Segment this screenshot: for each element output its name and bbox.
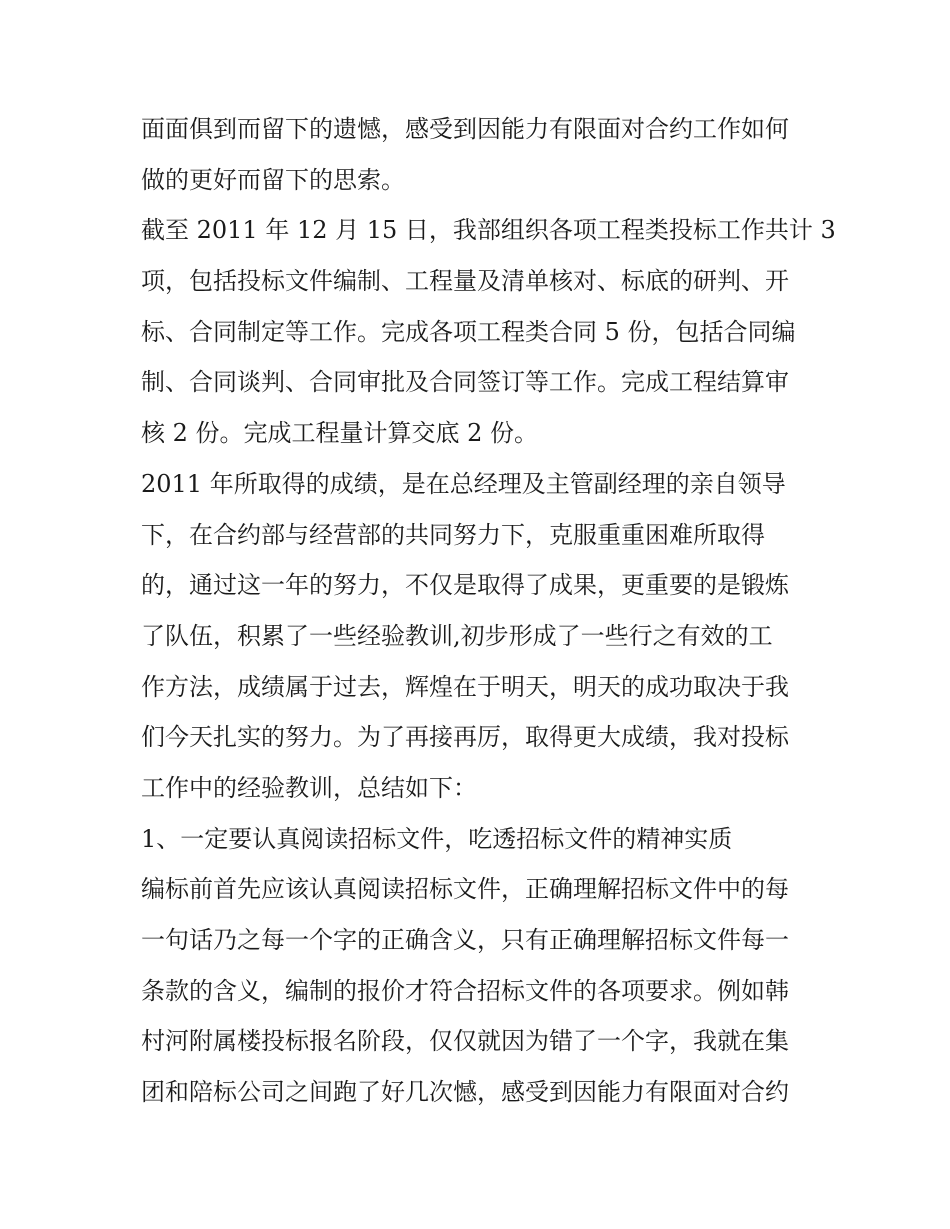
text-line-12: 作方法，成绩属于过去，辉煌在于明天，明天的成功取决于我 [141,672,789,701]
text-line-13: 们今天扎实的努力。为了再接再厉，取得更大成绩，我对投标 [141,723,789,752]
text-line-9: 下，在合约部与经营部的共同努力下，克服重重困难所取得 [141,520,765,549]
text-line-17: 一句话乃之每一个字的正确含义，只有正确理解招标文件每一 [141,926,789,954]
document-body [141,104,836,1118]
text-line-19: 村河附属楼投标报名阶段，仅仅就因为错了一个字，我就在集 [141,1027,789,1056]
text-line-16: 编标前首先应该认真阅读招标文件，正确理解招标文件中的每 [141,875,789,904]
text-line-3: 截至 2011 年 12 月 15 日，我部组织各项工程类投标工作共计 3 [141,216,836,245]
text-line-20: 团和陪标公司之间跑了好几次憾，感受到因能力有限面对合约 [141,1078,789,1107]
text-line-8: 2011 年所取得的成绩，是在总经理及主管副经理的亲自领导 [141,469,786,498]
text-line-7: 核 2 份。完成工程量计算交底 2 份。 [141,419,539,448]
text-line-11: 了队伍，积累了一些经验教训,初步形成了一些行之有效的工 [141,621,773,650]
text-line-5: 标、合同制定等工作。完成各项工程类合同 5 份，包括合同编 [141,317,796,346]
text-line-14: 工作中的经验教训，总结如下： [141,773,477,802]
text-line-15: 1、一定要认真阅读招标文件，吃透招标文件的精神实质 [141,824,733,853]
text-line-4: 项，包括投标文件编制、工程量及清单核对、标底的研判、开 [141,267,789,296]
text-line-6: 制、合同谈判、合同审批及合同签订等工作。完成工程结算审 [141,368,789,397]
text-line-1: 面面俱到而留下的遗憾，感受到因能力有限面对合约工作如何 [141,115,789,143]
text-line-2: 做的更好而留下的思索。 [141,165,405,194]
text-line-10: 的，通过这一年的努力，不仅是取得了成果，更重要的是锻炼 [141,571,789,600]
text-line-18: 条款的含义，编制的报价才符合招标文件的各项要求。例如韩 [141,976,789,1005]
